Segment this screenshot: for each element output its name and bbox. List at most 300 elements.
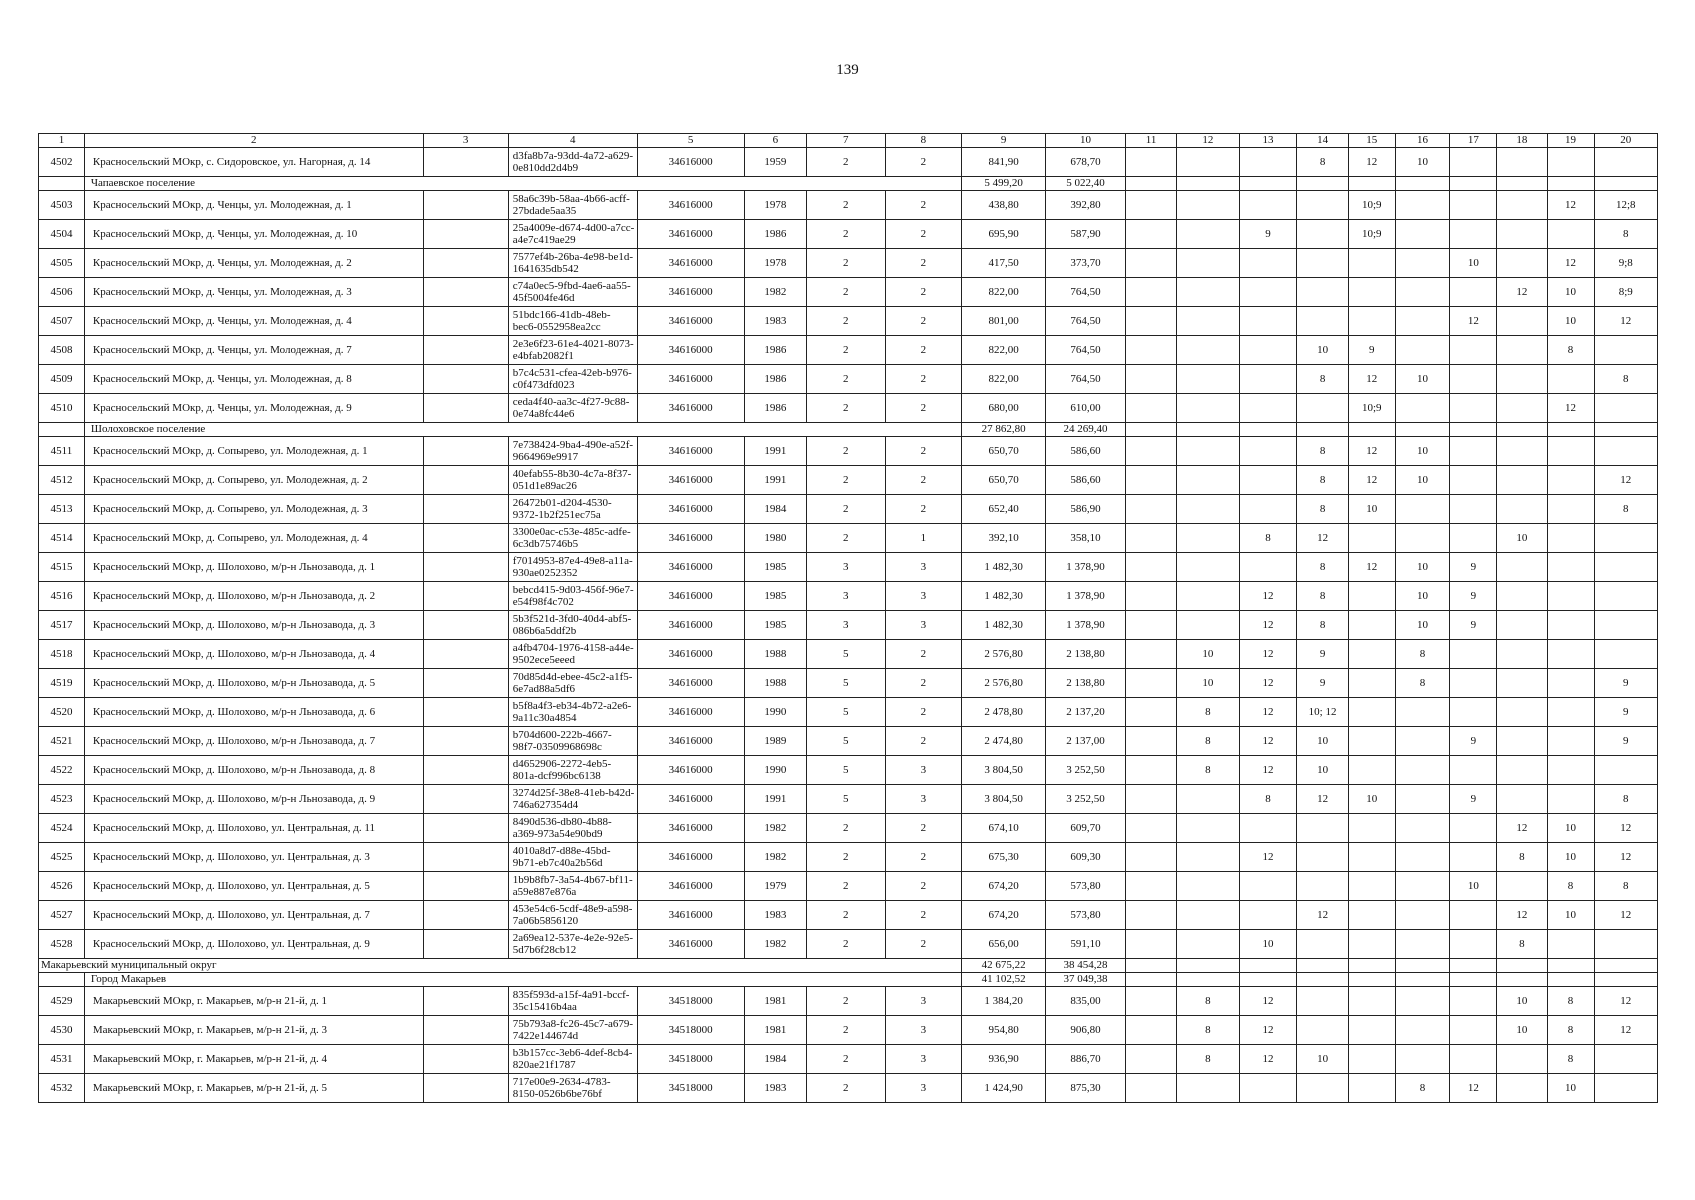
col-16 (1395, 307, 1450, 336)
col-18 (1497, 872, 1547, 901)
col-19 (1547, 727, 1594, 756)
house-guid: 3274d25f-38e8-41eb-b42d-746a627354d4 (508, 785, 637, 814)
col-20 (1594, 640, 1657, 669)
build-year: 1983 (744, 1074, 806, 1103)
living-area: 586,90 (1046, 495, 1126, 524)
col-19: 10 (1547, 278, 1594, 307)
empty-cell (1450, 959, 1497, 973)
oktmo-code: 34616000 (637, 249, 744, 278)
oktmo-code: 34616000 (637, 611, 744, 640)
empty-cell (1348, 959, 1395, 973)
col-17 (1450, 148, 1497, 177)
col-16: 10 (1395, 437, 1450, 466)
col-15 (1348, 814, 1395, 843)
oktmo-code: 34616000 (637, 843, 744, 872)
address: Красносельский МОкр, д. Ченцы, ул. Молодежная, д. 4 (84, 307, 423, 336)
col-14: 10 (1297, 727, 1348, 756)
col-13: 12 (1239, 698, 1297, 727)
col-header: 17 (1450, 134, 1497, 148)
col-17: 10 (1450, 872, 1497, 901)
col-15 (1348, 640, 1395, 669)
col-11 (1125, 727, 1176, 756)
col-3 (423, 611, 508, 640)
table-row (39, 872, 1658, 901)
living-area: 573,80 (1046, 901, 1126, 930)
col-15 (1348, 901, 1395, 930)
col-16: 10 (1395, 466, 1450, 495)
col-15 (1348, 727, 1395, 756)
col-header: 16 (1395, 134, 1450, 148)
col-17 (1450, 437, 1497, 466)
section-spacer (39, 177, 85, 191)
col-16: 10 (1395, 365, 1450, 394)
floors: 2 (806, 466, 885, 495)
floors: 2 (806, 987, 885, 1016)
house-guid: 70d85d4d-ebee-45c2-a1f5-6e7ad88a5df6 (508, 669, 637, 698)
oktmo-code: 34616000 (637, 640, 744, 669)
entrances: 3 (885, 756, 961, 785)
col-19 (1547, 582, 1594, 611)
address: Красносельский МОкр, д. Шолохово, ул. Центральная, д. 3 (84, 843, 423, 872)
empty-cell (1395, 177, 1450, 191)
col-3 (423, 640, 508, 669)
empty-cell (1547, 177, 1594, 191)
col-17 (1450, 901, 1497, 930)
oktmo-code: 34518000 (637, 1016, 744, 1045)
total-area: 936,90 (962, 1045, 1046, 1074)
total-area: 680,00 (962, 394, 1046, 423)
col-11 (1125, 191, 1176, 220)
oktmo-code: 34518000 (637, 987, 744, 1016)
col-12 (1177, 220, 1239, 249)
col-15: 12 (1348, 365, 1395, 394)
col-14 (1297, 1074, 1348, 1103)
col-17: 10 (1450, 249, 1497, 278)
col-15: 10;9 (1348, 191, 1395, 220)
row-number: 4512 (39, 466, 85, 495)
house-guid: 25a4009e-d674-4d00-a7cc-a4e7c419ae29 (508, 220, 637, 249)
col-20: 12 (1594, 1016, 1657, 1045)
col-15 (1348, 611, 1395, 640)
col-11 (1125, 365, 1176, 394)
col-18 (1497, 756, 1547, 785)
col-13: 12 (1239, 1016, 1297, 1045)
row-number: 4514 (39, 524, 85, 553)
col-19 (1547, 524, 1594, 553)
entrances: 3 (885, 785, 961, 814)
col-13: 12 (1239, 611, 1297, 640)
section-total-area: 41 102,52 (962, 973, 1046, 987)
build-year: 1959 (744, 148, 806, 177)
floors: 5 (806, 640, 885, 669)
oktmo-code: 34616000 (637, 365, 744, 394)
col-16 (1395, 495, 1450, 524)
col-3 (423, 336, 508, 365)
col-16: 10 (1395, 553, 1450, 582)
col-12 (1177, 365, 1239, 394)
address: Красносельский МОкр, с. Сидоровское, ул. Нагорная, д. 14 (84, 148, 423, 177)
col-14 (1297, 307, 1348, 336)
empty-cell (1239, 959, 1297, 973)
col-18 (1497, 437, 1547, 466)
col-13 (1239, 394, 1297, 423)
living-area: 609,70 (1046, 814, 1126, 843)
col-20: 12 (1594, 843, 1657, 872)
col-15 (1348, 843, 1395, 872)
col-12: 10 (1177, 640, 1239, 669)
section-row (39, 959, 1658, 973)
col-17 (1450, 1045, 1497, 1074)
entrances: 3 (885, 1045, 961, 1074)
col-13 (1239, 148, 1297, 177)
section-name: Город Макарьев (84, 973, 961, 987)
col-header: 18 (1497, 134, 1547, 148)
floors: 2 (806, 191, 885, 220)
col-14: 8 (1297, 466, 1348, 495)
col-13 (1239, 901, 1297, 930)
empty-cell (1348, 177, 1395, 191)
address: Красносельский МОкр, д. Шолохово, м/р-н Льнозавода, д. 1 (84, 553, 423, 582)
oktmo-code: 34616000 (637, 872, 744, 901)
total-area: 695,90 (962, 220, 1046, 249)
col-20: 9;8 (1594, 249, 1657, 278)
row-number: 4523 (39, 785, 85, 814)
empty-cell (1297, 959, 1348, 973)
total-area: 650,70 (962, 437, 1046, 466)
col-18 (1497, 220, 1547, 249)
col-11 (1125, 582, 1176, 611)
col-12 (1177, 901, 1239, 930)
col-11 (1125, 987, 1176, 1016)
col-18 (1497, 249, 1547, 278)
col-13 (1239, 495, 1297, 524)
table-row (39, 785, 1658, 814)
col-11 (1125, 524, 1176, 553)
row-number: 4503 (39, 191, 85, 220)
address: Красносельский МОкр, д. Шолохово, ул. Центральная, д. 9 (84, 930, 423, 959)
entrances: 2 (885, 394, 961, 423)
col-14: 8 (1297, 582, 1348, 611)
build-year: 1984 (744, 1045, 806, 1074)
living-area: 2 138,80 (1046, 640, 1126, 669)
address: Красносельский МОкр, д. Ченцы, ул. Молодежная, д. 7 (84, 336, 423, 365)
oktmo-code: 34616000 (637, 727, 744, 756)
house-guid: 7577ef4b-26ba-4e98-be1d-1641635db542 (508, 249, 637, 278)
col-3 (423, 1074, 508, 1103)
empty-cell (1547, 423, 1594, 437)
section-living-area: 37 049,38 (1046, 973, 1126, 987)
col-13 (1239, 336, 1297, 365)
col-13: 12 (1239, 727, 1297, 756)
build-year: 1982 (744, 278, 806, 307)
row-number: 4525 (39, 843, 85, 872)
living-area: 587,90 (1046, 220, 1126, 249)
row-number: 4509 (39, 365, 85, 394)
section-total-area: 5 499,20 (962, 177, 1046, 191)
empty-cell (1547, 973, 1594, 987)
col-15 (1348, 756, 1395, 785)
col-17 (1450, 278, 1497, 307)
col-3 (423, 249, 508, 278)
address: Красносельский МОкр, д. Шолохово, м/р-н Льнозавода, д. 4 (84, 640, 423, 669)
col-14 (1297, 278, 1348, 307)
col-19: 8 (1547, 872, 1594, 901)
col-17 (1450, 669, 1497, 698)
floors: 2 (806, 1016, 885, 1045)
entrances: 2 (885, 437, 961, 466)
entrances: 3 (885, 611, 961, 640)
col-14: 8 (1297, 553, 1348, 582)
col-header: 7 (806, 134, 885, 148)
col-16 (1395, 191, 1450, 220)
col-15: 12 (1348, 466, 1395, 495)
col-18: 12 (1497, 901, 1547, 930)
floors: 2 (806, 495, 885, 524)
col-15: 10 (1348, 495, 1395, 524)
col-17 (1450, 814, 1497, 843)
house-guid: a4fb4704-1976-4158-a44e-9502ece5eeed (508, 640, 637, 669)
row-number: 4520 (39, 698, 85, 727)
build-year: 1986 (744, 220, 806, 249)
col-14: 8 (1297, 437, 1348, 466)
build-year: 1990 (744, 698, 806, 727)
row-number: 4516 (39, 582, 85, 611)
total-area: 954,80 (962, 1016, 1046, 1045)
house-guid: 2e3e6f23-61e4-4021-8073-e4bfab2082f1 (508, 336, 637, 365)
col-17 (1450, 466, 1497, 495)
col-19 (1547, 365, 1594, 394)
entrances: 3 (885, 1016, 961, 1045)
oktmo-code: 34616000 (637, 930, 744, 959)
col-15: 12 (1348, 553, 1395, 582)
row-number: 4504 (39, 220, 85, 249)
col-19: 10 (1547, 814, 1594, 843)
house-guid: ceda4f40-aa3c-4f27-9c88-0e74a8fc44e6 (508, 394, 637, 423)
total-area: 822,00 (962, 365, 1046, 394)
table-row (39, 249, 1658, 278)
floors: 3 (806, 611, 885, 640)
entrances: 2 (885, 307, 961, 336)
floors: 2 (806, 872, 885, 901)
empty-cell (1497, 973, 1547, 987)
row-number: 4519 (39, 669, 85, 698)
row-number: 4530 (39, 1016, 85, 1045)
col-header: 10 (1046, 134, 1126, 148)
table-row (39, 307, 1658, 336)
col-15 (1348, 249, 1395, 278)
build-year: 1985 (744, 582, 806, 611)
col-15 (1348, 872, 1395, 901)
empty-cell (1547, 959, 1594, 973)
total-area: 2 478,80 (962, 698, 1046, 727)
col-19: 10 (1547, 307, 1594, 336)
row-number: 4526 (39, 872, 85, 901)
col-16: 10 (1395, 611, 1450, 640)
row-number: 4524 (39, 814, 85, 843)
col-12 (1177, 191, 1239, 220)
section-row (39, 177, 1658, 191)
table-row (39, 1074, 1658, 1103)
col-11 (1125, 495, 1176, 524)
col-14: 12 (1297, 785, 1348, 814)
living-area: 591,10 (1046, 930, 1126, 959)
col-18 (1497, 669, 1547, 698)
empty-cell (1125, 423, 1176, 437)
col-17 (1450, 394, 1497, 423)
build-year: 1982 (744, 814, 806, 843)
address: Макарьевский МОкр, г. Макарьев, м/р-н 21-й, д. 5 (84, 1074, 423, 1103)
empty-cell (1594, 177, 1657, 191)
col-17: 9 (1450, 727, 1497, 756)
col-header: 4 (508, 134, 637, 148)
col-18 (1497, 1074, 1547, 1103)
total-area: 841,90 (962, 148, 1046, 177)
total-area: 801,00 (962, 307, 1046, 336)
col-15: 12 (1348, 148, 1395, 177)
entrances: 2 (885, 220, 961, 249)
entrances: 2 (885, 901, 961, 930)
col-13: 9 (1239, 220, 1297, 249)
row-number: 4521 (39, 727, 85, 756)
build-year: 1978 (744, 249, 806, 278)
col-15 (1348, 930, 1395, 959)
col-18 (1497, 307, 1547, 336)
col-18 (1497, 336, 1547, 365)
entrances: 2 (885, 872, 961, 901)
col-header: 9 (962, 134, 1046, 148)
address: Красносельский МОкр, д. Ченцы, ул. Молодежная, д. 9 (84, 394, 423, 423)
col-13 (1239, 307, 1297, 336)
col-13: 12 (1239, 843, 1297, 872)
col-15 (1348, 524, 1395, 553)
col-14: 10 (1297, 756, 1348, 785)
house-guid: bebcd415-9d03-456f-96e7-e54f98f4c702 (508, 582, 637, 611)
entrances: 2 (885, 843, 961, 872)
floors: 5 (806, 698, 885, 727)
col-12 (1177, 1074, 1239, 1103)
empty-cell (1177, 177, 1239, 191)
col-header: 14 (1297, 134, 1348, 148)
col-12: 8 (1177, 1016, 1239, 1045)
total-area: 3 804,50 (962, 756, 1046, 785)
col-11 (1125, 901, 1176, 930)
oktmo-code: 34616000 (637, 582, 744, 611)
table-row (39, 814, 1658, 843)
table-row (39, 901, 1658, 930)
oktmo-code: 34616000 (637, 148, 744, 177)
col-header: 11 (1125, 134, 1176, 148)
col-13 (1239, 437, 1297, 466)
col-19: 12 (1547, 394, 1594, 423)
col-16 (1395, 785, 1450, 814)
entrances: 2 (885, 336, 961, 365)
total-area: 2 576,80 (962, 669, 1046, 698)
col-13 (1239, 249, 1297, 278)
oktmo-code: 34616000 (637, 698, 744, 727)
house-guid: c74a0ec5-9fbd-4ae6-aa55-45f5004fe46d (508, 278, 637, 307)
col-12 (1177, 278, 1239, 307)
col-20: 12;8 (1594, 191, 1657, 220)
col-19: 12 (1547, 249, 1594, 278)
col-12 (1177, 394, 1239, 423)
entrances: 2 (885, 466, 961, 495)
col-16 (1395, 1016, 1450, 1045)
entrances: 2 (885, 365, 961, 394)
col-17: 9 (1450, 553, 1497, 582)
build-year: 1983 (744, 307, 806, 336)
col-20: 8 (1594, 872, 1657, 901)
section-living-area: 38 454,28 (1046, 959, 1126, 973)
col-11 (1125, 148, 1176, 177)
col-3 (423, 582, 508, 611)
row-number: 4532 (39, 1074, 85, 1103)
col-12: 8 (1177, 1045, 1239, 1074)
section-row (39, 423, 1658, 437)
house-guid: d4652906-2272-4eb5-801a-dcf996bc6138 (508, 756, 637, 785)
oktmo-code: 34616000 (637, 785, 744, 814)
build-year: 1988 (744, 669, 806, 698)
table-row (39, 698, 1658, 727)
build-year: 1979 (744, 872, 806, 901)
col-12 (1177, 872, 1239, 901)
col-17 (1450, 220, 1497, 249)
col-14 (1297, 1016, 1348, 1045)
col-20 (1594, 756, 1657, 785)
col-14: 12 (1297, 524, 1348, 553)
header-row (39, 134, 1658, 148)
living-area: 586,60 (1046, 466, 1126, 495)
table-body (39, 134, 1658, 1103)
col-20: 8 (1594, 220, 1657, 249)
floors: 2 (806, 249, 885, 278)
row-number: 4522 (39, 756, 85, 785)
empty-cell (1594, 423, 1657, 437)
col-18 (1497, 466, 1547, 495)
col-20: 8;9 (1594, 278, 1657, 307)
col-11 (1125, 698, 1176, 727)
address: Красносельский МОкр, д. Шолохово, ул. Центральная, д. 5 (84, 872, 423, 901)
col-20: 9 (1594, 669, 1657, 698)
col-3 (423, 756, 508, 785)
oktmo-code: 34616000 (637, 220, 744, 249)
house-guid: 835f593d-a15f-4a91-bccf-35c15416b4aa (508, 987, 637, 1016)
oktmo-code: 34616000 (637, 466, 744, 495)
col-11 (1125, 249, 1176, 278)
col-13: 12 (1239, 756, 1297, 785)
total-area: 417,50 (962, 249, 1046, 278)
col-11 (1125, 756, 1176, 785)
col-3 (423, 698, 508, 727)
col-13 (1239, 191, 1297, 220)
row-number: 4507 (39, 307, 85, 336)
floors: 2 (806, 1045, 885, 1074)
col-12 (1177, 307, 1239, 336)
empty-cell (1125, 973, 1176, 987)
entrances: 2 (885, 249, 961, 278)
total-area: 675,30 (962, 843, 1046, 872)
living-area: 1 378,90 (1046, 582, 1126, 611)
col-14: 10; 12 (1297, 698, 1348, 727)
col-18 (1497, 640, 1547, 669)
col-header: 3 (423, 134, 508, 148)
col-17 (1450, 640, 1497, 669)
col-14: 10 (1297, 1045, 1348, 1074)
col-20: 8 (1594, 495, 1657, 524)
col-16 (1395, 524, 1450, 553)
col-11 (1125, 814, 1176, 843)
floors: 2 (806, 307, 885, 336)
living-area: 3 252,50 (1046, 785, 1126, 814)
